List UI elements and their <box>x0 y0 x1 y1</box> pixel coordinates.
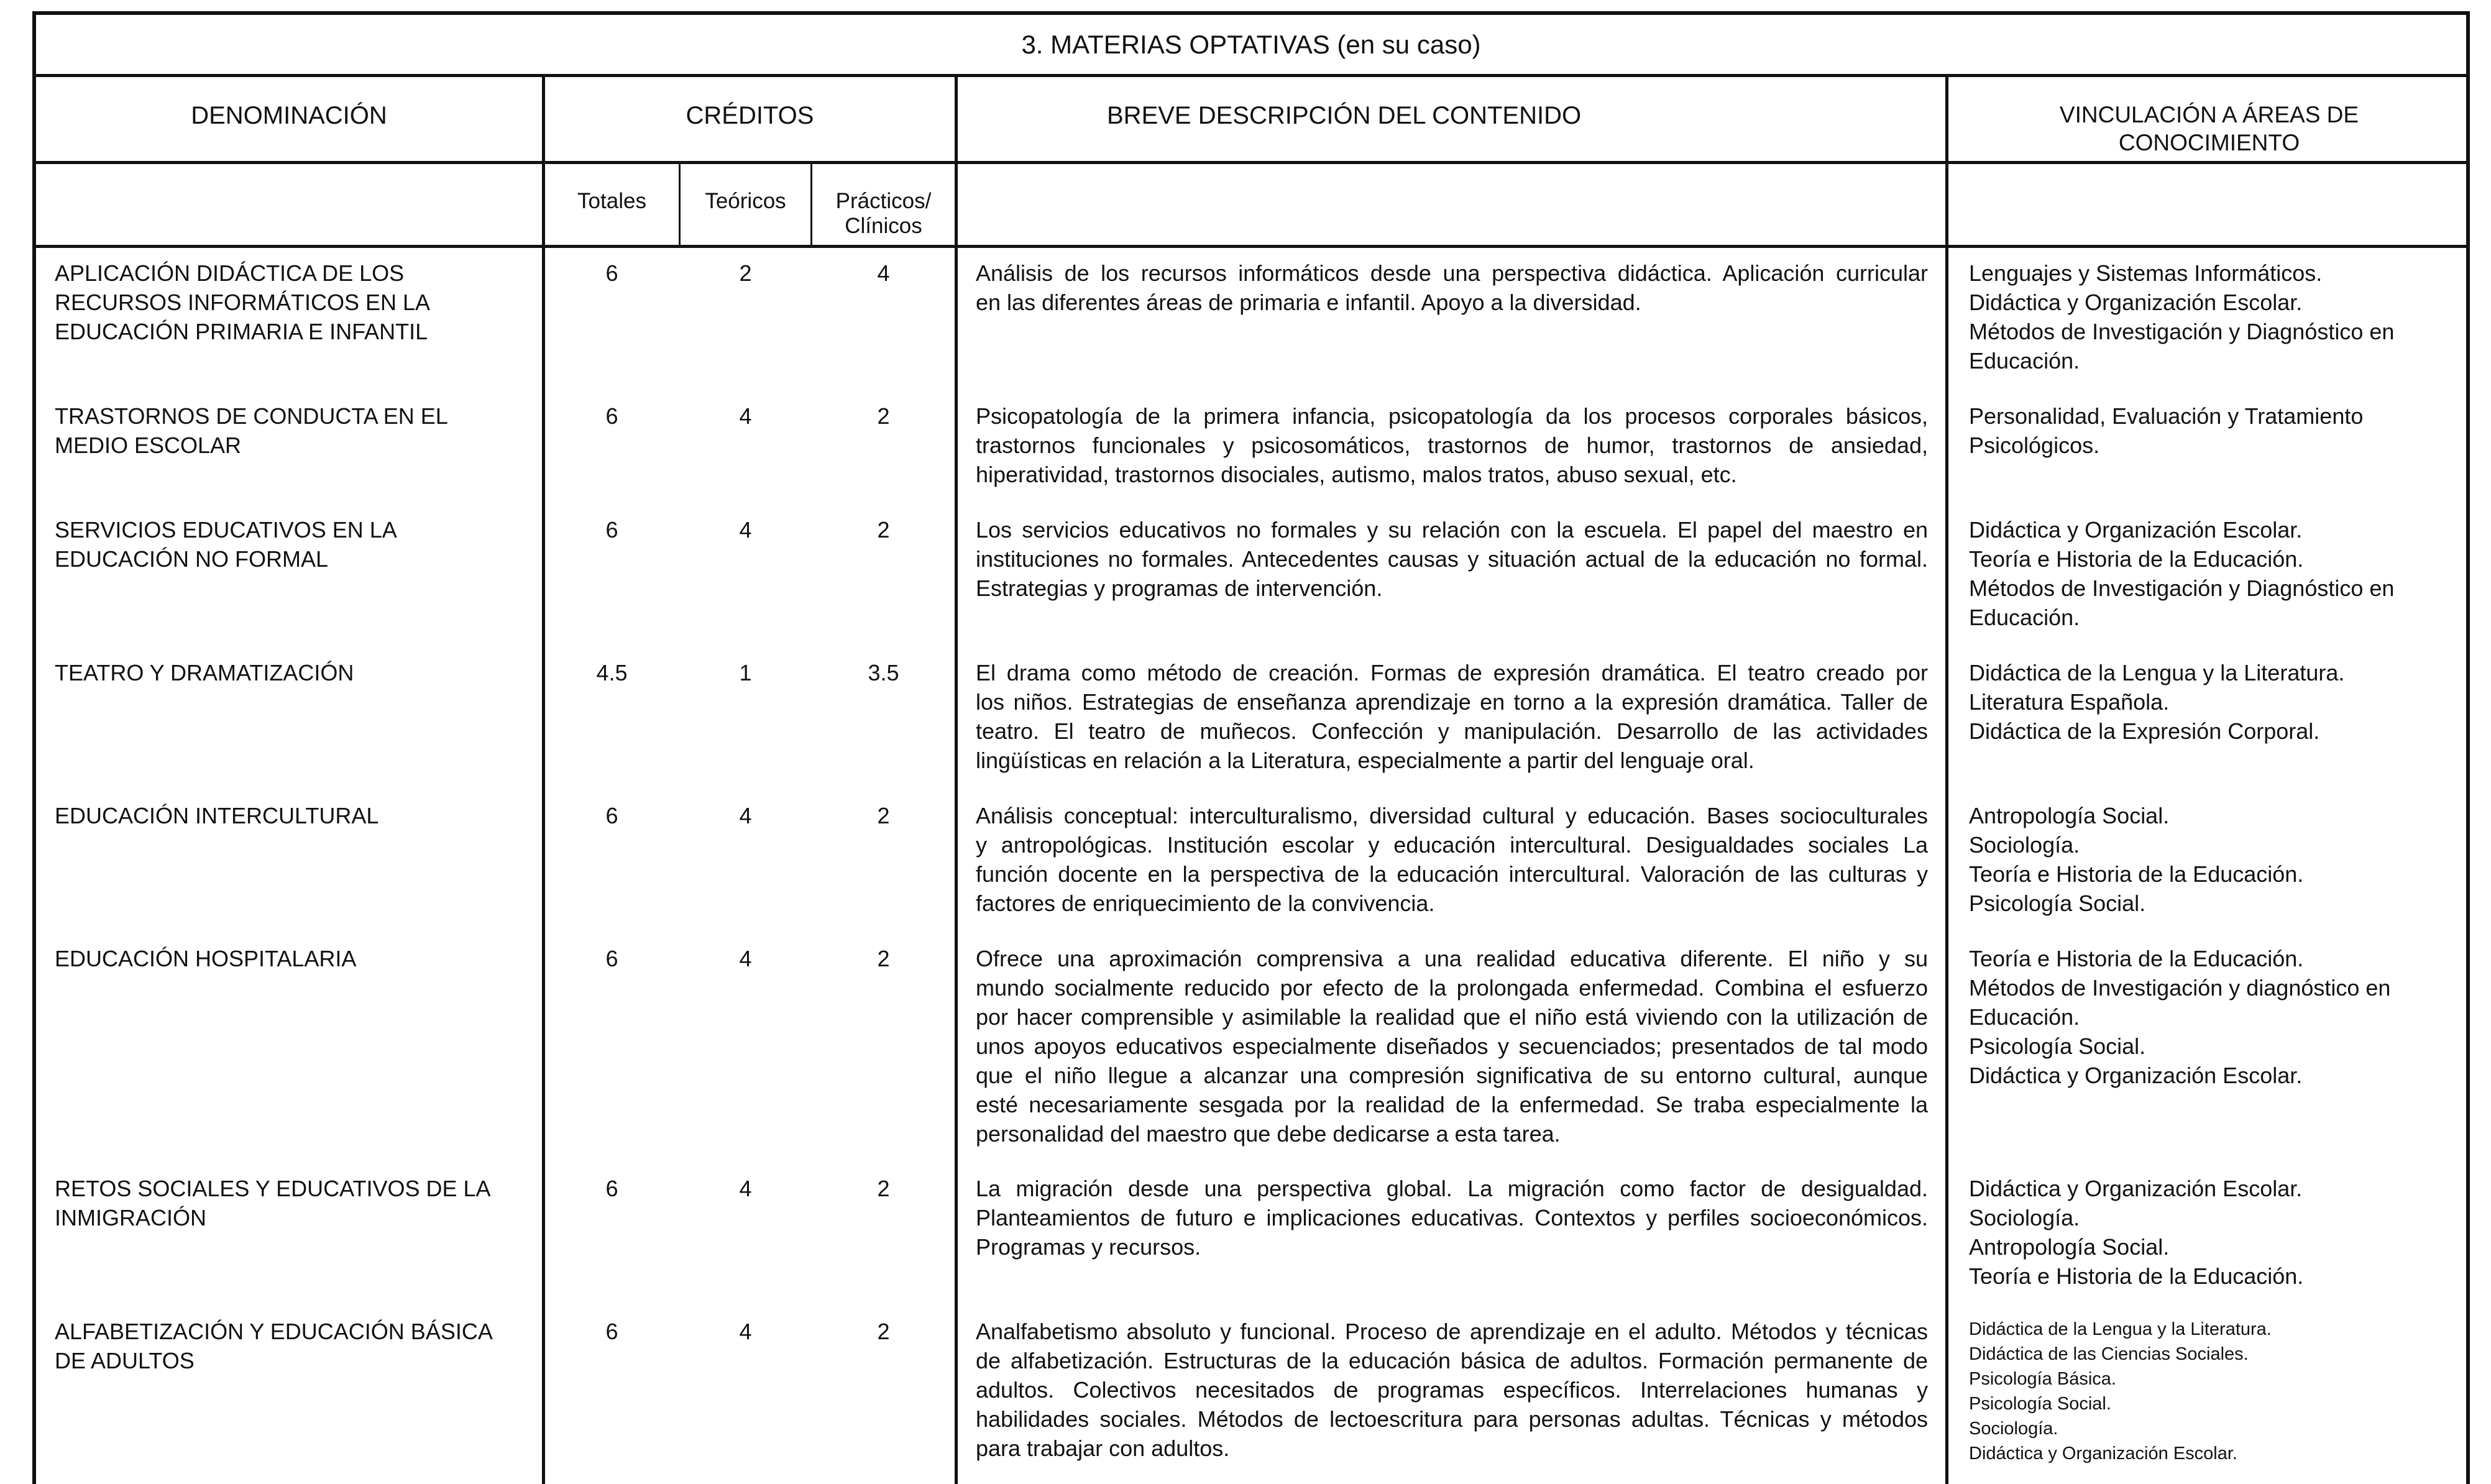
row-descripcion-line: por hacer comprensible y asimilable la realidad que el niño está viviendo con la utilización de <box>976 1004 1928 1030</box>
row-credits-teoricos: 1 <box>739 660 752 685</box>
row-credits-practicos: 2 <box>877 517 890 543</box>
row-descripcion-line: hiperatividad, trastornos disociales, autismo, malos tratos, abuso sexual, etc. <box>976 462 1737 487</box>
row-denominacion <box>55 515 533 574</box>
col-divider <box>955 77 958 1484</box>
row-denominacion <box>55 658 533 687</box>
subheader-practicos-line-1: Prácticos/ <box>835 189 932 213</box>
row-descripcion-line: función docente en la perspectiva de la educación intercultural. Valoración de las culturas y <box>976 861 1928 887</box>
row-area-line: Educación. <box>1969 605 2080 630</box>
header-creditos: CRÉDITOS <box>686 102 814 129</box>
row-descripcion-line: Psicopatología de la primera infancia, psicopatología da los procesos corporales básicos, <box>976 403 1928 429</box>
row-area-line: Métodos de Investigación y diagnóstico en <box>1969 975 2391 1001</box>
row-area-line: Psicología Social. <box>1969 1394 2111 1414</box>
row-denominacion-line: SERVICIOS EDUCATIVOS EN LA <box>55 517 397 543</box>
row-area-line: Personalidad, Evaluación y Tratamiento <box>1969 403 2364 429</box>
row-areas <box>1969 401 2460 460</box>
row-descripcion-line: factores de enriquecimiento de la convivencia. <box>976 891 1435 916</box>
row-areas <box>1969 515 2460 632</box>
row-area-line: Sociología. <box>1969 832 2080 858</box>
row-credits-teoricos: 4 <box>739 946 752 971</box>
row-descripcion-line: adultos. Colectivos necesitados de programas específicos. Interrelaciones humanas y <box>976 1377 1928 1403</box>
row-areas <box>1969 259 2460 375</box>
row-descripcion <box>976 1317 1928 1463</box>
row-denominacion-line: RECURSOS INFORMÁTICOS EN LA <box>55 290 431 315</box>
row-denominacion <box>55 1317 533 1375</box>
row-area-line: Didáctica de la Lengua y la Literatura. <box>1969 660 2345 685</box>
row-denominacion-line: RETOS SOCIALES Y EDUCATIVOS DE LA <box>55 1176 491 1201</box>
row-denominacion <box>55 259 533 346</box>
row-denominacion-line: EDUCACIÓN PRIMARIA E INFANTIL <box>55 319 428 344</box>
row-descripcion-line: Ofrece una aproximación comprensiva a una realidad educativa diferente. El niño y su <box>976 946 1928 971</box>
row-area-line: Antropología Social. <box>1969 803 2170 828</box>
subheader-teoricos: Teóricos <box>705 189 786 213</box>
row-credits-totales: 6 <box>605 946 618 971</box>
row-descripcion-line: personalidad del maestro que debe dedicarse a esta tarea. <box>976 1121 1561 1147</box>
row-credits-totales: 6 <box>605 1176 618 1201</box>
row-area-line: Métodos de Investigación y Diagnóstico en <box>1969 319 2395 344</box>
row-area-line: Teoría e Historia de la Educación. <box>1969 546 2304 572</box>
header-vinculacion-line-1: VINCULACIÓN A ÁREAS DE <box>2059 102 2359 127</box>
row-area-line: Psicología Básica. <box>1969 1369 2116 1389</box>
row-denominacion-line: ALFABETIZACIÓN Y EDUCACIÓN BÁSICA <box>55 1319 493 1344</box>
row-descripcion-line: para trabajar con adultos. <box>976 1436 1230 1461</box>
row-descripcion <box>976 515 1928 603</box>
row-areas <box>1969 1174 2460 1291</box>
row-descripcion-line: habilidades sociales. Métodos de lectoescritura para personas adultas. Técnicas y métodos <box>976 1406 1928 1432</box>
col-divider <box>542 77 545 1484</box>
row-areas <box>1969 944 2460 1090</box>
row-descripcion-line: teatro. El teatro de muñecos. Confección y manipulación. Desarrollo de las actividades <box>976 718 1928 744</box>
row-credits-totales: 6 <box>605 1319 618 1344</box>
row-area-line: Sociología. <box>1969 1205 2080 1230</box>
row-descripcion-line: Análisis conceptual: interculturalismo, diversidad cultural y educación. Bases socioculturales <box>976 803 1928 828</box>
row-denominacion-line: INMIGRACIÓN <box>55 1205 207 1230</box>
row-descripcion-line: esté necesariamente sesgada por la realidad de la enfermedad. Se traba especialmente la <box>976 1092 1928 1117</box>
row-area-line: Educación. <box>1969 348 2080 373</box>
row-credits-practicos: 4 <box>877 260 890 286</box>
subheader-totales: Totales <box>577 189 646 213</box>
col-divider <box>1945 77 1948 1484</box>
row-credits-totales: 4.5 <box>596 660 628 685</box>
row-area-line: Didáctica y Organización Escolar. <box>1969 1444 2237 1463</box>
row-area-line: Métodos de Investigación y Diagnóstico en <box>1969 575 2395 601</box>
row-credits-teoricos: 4 <box>739 517 752 543</box>
table-title: 3. MATERIAS OPTATIVAS (en su caso) <box>36 15 2466 77</box>
row-descripcion <box>976 801 1928 918</box>
row-credits-practicos: 2 <box>877 403 890 429</box>
row-denominacion-line: APLICACIÓN DIDÁCTICA DE LOS <box>55 260 405 286</box>
header-descripcion: BREVE DESCRIPCIÓN DEL CONTENIDO <box>1107 102 1582 129</box>
row-descripcion <box>976 1174 1928 1262</box>
row-area-line: Teoría e Historia de la Educación. <box>1969 861 2304 887</box>
row-credits-teoricos: 4 <box>739 1319 752 1344</box>
row-area-line: Didáctica y Organización Escolar. <box>1969 1176 2303 1201</box>
row-area-line: Educación. <box>1969 1004 2080 1030</box>
row-credits-practicos: 2 <box>877 946 890 971</box>
row-denominacion <box>55 801 533 830</box>
row-descripcion-line: instituciones no formales. Antecedentes causas y situación actual de la educación no formal. <box>976 546 1928 572</box>
row-descripcion-line: Estrategias y programas de intervención. <box>976 575 1383 601</box>
row-descripcion-line: trastornos funcionales y psicosomáticos, trastornos de humor, trastornos de ansiedad, <box>976 433 1928 458</box>
row-descripcion-line: Programas y recursos. <box>976 1234 1201 1260</box>
row-descripcion-line: Análisis de los recursos informáticos desde una perspectiva didáctica. Aplicación curricular <box>976 260 1928 286</box>
table-grid <box>36 77 2466 1484</box>
row-credits-teoricos: 4 <box>739 1176 752 1201</box>
table-frame <box>32 11 2470 1484</box>
row-area-line: Teoría e Historia de la Educación. <box>1969 946 2304 971</box>
row-denominacion-line: TEATRO Y DRAMATIZACIÓN <box>55 660 354 685</box>
row-areas <box>1969 658 2460 746</box>
row-area-line: Psicológicos. <box>1969 433 2100 458</box>
row-area-line: Psicología Social. <box>1969 1033 2146 1059</box>
row-credits-teoricos: 4 <box>739 803 752 828</box>
row-area-line: Sociología. <box>1969 1419 2058 1439</box>
row-descripcion-line: Analfabetismo absoluto y funcional. Proceso de aprendizaje en el adulto. Métodos y técnicas <box>976 1319 1928 1344</box>
row-credits-teoricos: 4 <box>739 403 752 429</box>
row-area-line: Didáctica de la Lengua y la Literatura. <box>1969 1319 2272 1339</box>
header-denominacion: DENOMINACIÓN <box>191 102 387 129</box>
header-divider <box>36 245 2466 248</box>
row-denominacion <box>55 1174 533 1232</box>
row-descripcion-line: mundo socialmente reducido por efecto de la prolongada enfermedad. Combina el esfuerzo <box>976 975 1928 1001</box>
row-descripcion-line: de alfabetización. Estructuras de la educación básica de adultos. Formación permanente de <box>976 1348 1928 1373</box>
row-credits-practicos: 2 <box>877 1176 890 1201</box>
row-denominacion-line: EDUCACIÓN HOSPITALARIA <box>55 946 357 971</box>
row-descripcion <box>976 658 1928 775</box>
row-credits-totales: 6 <box>605 403 618 429</box>
header-divider <box>36 161 2466 164</box>
row-credits-practicos: 2 <box>877 1319 890 1344</box>
row-credits-totales: 6 <box>605 260 618 286</box>
row-descripcion-line: unos apoyos educativos especialmente diseñados y secuenciados; presentados de tal modo <box>976 1033 1928 1059</box>
row-descripcion-line: los niños. Estrategias de enseñanza aprendizaje en torno a la expresión dramática. Taller de <box>976 689 1928 715</box>
row-denominacion-line: EDUCACIÓN NO FORMAL <box>55 546 329 572</box>
row-denominacion <box>55 401 533 460</box>
subheader-practicos <box>812 189 955 239</box>
row-descripcion <box>976 944 1928 1148</box>
row-descripcion-line: y antropológicas. Institución escolar y educación intercultural. Desigualdades sociales La <box>976 832 1928 858</box>
row-area-line: Lenguajes y Sistemas Informáticos. <box>1969 260 2323 286</box>
row-area-line: Literatura Española. <box>1969 689 2170 715</box>
row-descripcion <box>976 401 1928 489</box>
row-areas <box>1969 801 2460 918</box>
row-descripcion-line: Planteamientos de futuro e implicaciones educativas. Contextos y perfiles socioeconómicos. <box>976 1205 1928 1230</box>
row-descripcion-line: que el niño llegue a alcanzar una compresión significativa de su entorno cultural, aunque <box>976 1063 1928 1088</box>
row-descripcion-line: El drama como método de creación. Formas de expresión dramática. El teatro creado por <box>976 660 1928 685</box>
row-area-line: Didáctica y Organización Escolar. <box>1969 290 2303 315</box>
row-area-line: Psicología Social. <box>1969 891 2146 916</box>
row-credits-teoricos: 2 <box>739 260 752 286</box>
row-area-line: Teoría e Historia de la Educación. <box>1969 1263 2304 1289</box>
row-denominacion-line: MEDIO ESCOLAR <box>55 433 242 458</box>
header-vinculacion-line-2: CONOCIMIENTO <box>2118 130 2300 155</box>
row-area-line: Antropología Social. <box>1969 1234 2170 1260</box>
row-descripcion <box>976 259 1928 317</box>
row-area-line: Didáctica y Organización Escolar. <box>1969 1063 2303 1088</box>
row-areas <box>1969 1317 2460 1466</box>
header-vinculacion <box>1948 101 2470 157</box>
row-denominacion-line: DE ADULTOS <box>55 1348 195 1373</box>
row-area-line: Didáctica y Organización Escolar. <box>1969 517 2303 543</box>
row-descripcion-line: en las diferentes áreas de primaria e infantil. Apoyo a la diversidad. <box>976 290 1641 315</box>
row-credits-practicos: 2 <box>877 803 890 828</box>
row-area-line: Didáctica de la Expresión Corporal. <box>1969 718 2320 744</box>
row-descripcion-line: lingüísticas en relación a la Literatura, especialmente a partir del lenguaje oral. <box>976 748 1755 773</box>
row-descripcion-line: Los servicios educativos no formales y su relación con la escuela. El papel del maestro en <box>976 517 1928 543</box>
subheader-practicos-line-2: Clínicos <box>845 214 922 238</box>
row-denominacion-line: EDUCACIÓN INTERCULTURAL <box>55 803 379 828</box>
row-credits-practicos: 3.5 <box>868 660 899 685</box>
row-denominacion <box>55 944 533 973</box>
row-credits-totales: 6 <box>605 517 618 543</box>
row-credits-totales: 6 <box>605 803 618 828</box>
row-denominacion-line: TRASTORNOS DE CONDUCTA EN EL <box>55 403 448 429</box>
row-area-line: Didáctica de las Ciencias Sociales. <box>1969 1344 2249 1364</box>
row-descripcion-line: La migración desde una perspectiva global. La migración como factor de desigualdad. <box>976 1176 1928 1201</box>
